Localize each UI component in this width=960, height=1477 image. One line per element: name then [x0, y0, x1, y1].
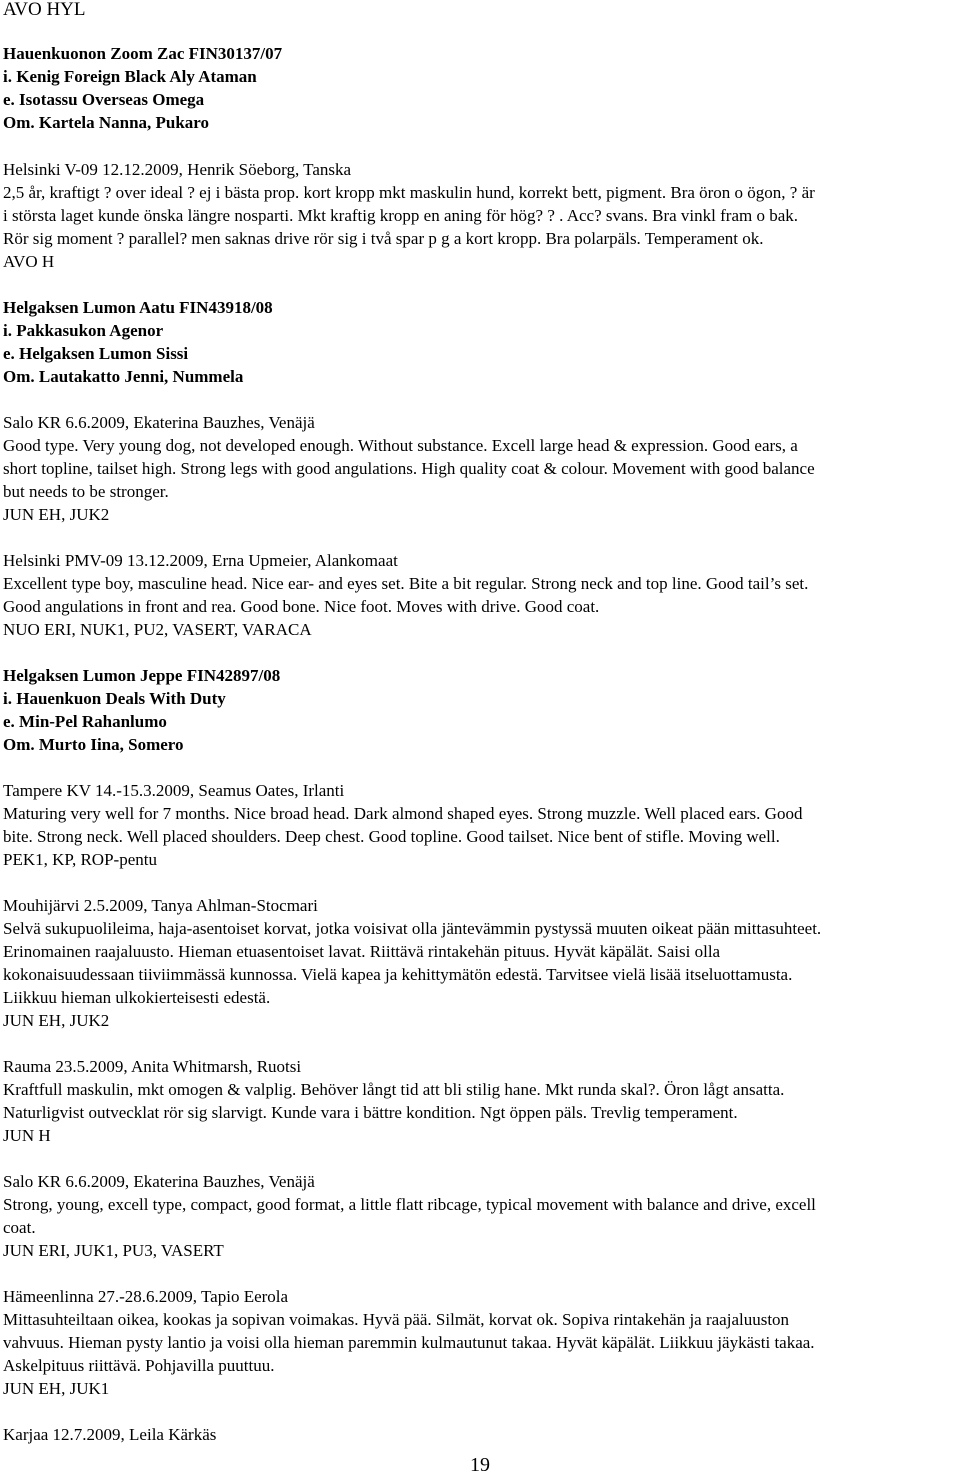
class-result: JUN EH, JUK2	[3, 1011, 110, 1030]
critique-line: Selvä sukupuolileima, haja-asentoiset korvat, jotka voisivat olla jäntevämmin pystyssä muuten oikeat pään mittasuhteet.	[3, 919, 822, 938]
dog-3-sire: i. Hauenkuon Deals With Duty	[3, 689, 226, 708]
show-heading: Helsinki V-09 12.12.2009, Henrik Söeborg, Tanska	[3, 160, 352, 179]
class-result: JUN EH, JUK2	[3, 505, 110, 524]
critique-line: short topline, tailset high. Strong legs with good angulations. High quality coat & colour. Movement with good balance	[3, 459, 815, 478]
dog-1-name: Hauenkuonon Zoom Zac FIN30137/07	[3, 44, 283, 63]
critique-line: but needs to be stronger.	[3, 482, 169, 501]
critique-line: coat.	[3, 1218, 36, 1237]
critique-line: Good angulations in front and rea. Good bone. Nice foot. Moves with drive. Good coat.	[3, 597, 600, 616]
dog-3-dam: e. Min-Pel Rahanlumo	[3, 712, 167, 731]
critique-line: Maturing very well for 7 months. Nice broad head. Dark almond shaped eyes. Strong muzzle. Well placed ears. Good	[3, 804, 803, 823]
dog-2-dam: e. Helgaksen Lumon Sissi	[3, 344, 189, 363]
critique-line: Naturligvist outvecklat rör sig slarvigt. Kunde vara i bättre kondition. Ngt öppen päls. Trevlig temperament.	[3, 1103, 738, 1122]
section-heading: AVO HYL	[3, 0, 86, 20]
show-heading: Salo KR 6.6.2009, Ekaterina Bauzhes, Venäjä	[3, 413, 315, 432]
show-heading: Hämeenlinna 27.-28.6.2009, Tapio Eerola	[3, 1287, 289, 1306]
critique-line: Liikkuu hieman ulkokierteisesti edestä.	[3, 988, 271, 1007]
critique-line: Excellent type boy, masculine head. Nice ear- and eyes set. Bite a bit regular. Strong neck and top line. Good tail’s set.	[3, 574, 809, 593]
critique-line: i största laget kunde önska längre nosparti. Mkt kraftig kropp en aning för hög? ? . Acc? svans. Bra vinkl fram o bak.	[3, 206, 799, 225]
critique-line: bite. Strong neck. Well placed shoulders. Deep chest. Good topline. Good tailset. Nice bent of stifle. Moving well.	[3, 827, 780, 846]
dog-1-owner: Om. Kartela Nanna, Pukaro	[3, 113, 210, 132]
show-heading: Salo KR 6.6.2009, Ekaterina Bauzhes, Venäjä	[3, 1172, 315, 1191]
critique-line: Erinomainen raajaluusto. Hieman etuasentoiset lavat. Riittävä rintakehän pituus. Hyvät käpälät. Saisi olla	[3, 942, 721, 961]
show-heading: Karjaa 12.7.2009, Leila Kärkäs	[3, 1425, 217, 1444]
dog-3-name: Helgaksen Lumon Jeppe FIN42897/08	[3, 666, 281, 685]
show-heading: Rauma 23.5.2009, Anita Whitmarsh, Ruotsi	[3, 1057, 302, 1076]
critique-line: Good type. Very young dog, not developed enough. Without substance. Excell large head & expression. Good ears, a	[3, 436, 798, 455]
dog-3-owner: Om. Murto Iina, Somero	[3, 735, 184, 754]
dog-1-sire: i. Kenig Foreign Black Aly Ataman	[3, 67, 257, 86]
critique-line: vahvuus. Hieman pysty lantio ja voisi olla hieman paremmin kulmautunut takaa. Hyvät käpälät. Liikkuu jäykästi takaa.	[3, 1333, 815, 1352]
dog-2-sire: i. Pakkasukon Agenor	[3, 321, 164, 340]
critique-line: Kraftfull maskulin, mkt omogen & valplig. Behöver långt tid att bli stilig hane. Mkt runda skal?. Öron lågt ansatta.	[3, 1080, 785, 1099]
critique-line: Askelpituus riittävä. Pohjavilla puuttuu.	[3, 1356, 275, 1375]
class-result: JUN ERI, JUK1, PU3, VASERT	[3, 1241, 224, 1260]
show-heading: Helsinki PMV-09 13.12.2009, Erna Upmeier, Alankomaat	[3, 551, 398, 570]
class-result: JUN H	[3, 1126, 51, 1145]
critique-line: kokonaisuudessaan tiiviimmässä kunnossa. Vielä kapea ja kehittymätön edestä. Tarvitsee vielä lisää itseluottamusta.	[3, 965, 793, 984]
show-heading: Mouhijärvi 2.5.2009, Tanya Ahlman-Stocmari	[3, 896, 318, 915]
dog-2-owner: Om. Lautakatto Jenni, Nummela	[3, 367, 244, 386]
class-result: NUO ERI, NUK1, PU2, VASERT, VARACA	[3, 620, 312, 639]
class-result: PEK1, KP, ROP-pentu	[3, 850, 157, 869]
show-heading: Tampere KV 14.-15.3.2009, Seamus Oates, Irlanti	[3, 781, 345, 800]
critique-line: 2,5 år, kraftigt ? over ideal ? ej i bästa prop. kort kropp mkt maskulin hund, korrekt bett, pigment. Bra öron o ögon, ? är	[3, 183, 815, 202]
dog-1-dam: e. Isotassu Overseas Omega	[3, 90, 205, 109]
critique-line: Mittasuhteiltaan oikea, kookas ja sopivan voimakas. Hyvä pää. Silmät, korvat ok. Sopiva rintakehän ja raajaluuston	[3, 1310, 790, 1329]
critique-line: Strong, young, excell type, compact, good format, a little flatt ribcage, typical movement with balance and drive, excell	[3, 1195, 816, 1214]
critique-line: Rör sig moment ? parallel? men saknas drive rör sig i två spar p g a kort kropp. Bra polarpäls. Temperament ok.	[3, 229, 764, 248]
class-result: JUN EH, JUK1	[3, 1379, 110, 1398]
page-number: 19	[470, 1454, 490, 1476]
class-result: AVO H	[3, 252, 55, 271]
dog-2-name: Helgaksen Lumon Aatu FIN43918/08	[3, 298, 273, 317]
